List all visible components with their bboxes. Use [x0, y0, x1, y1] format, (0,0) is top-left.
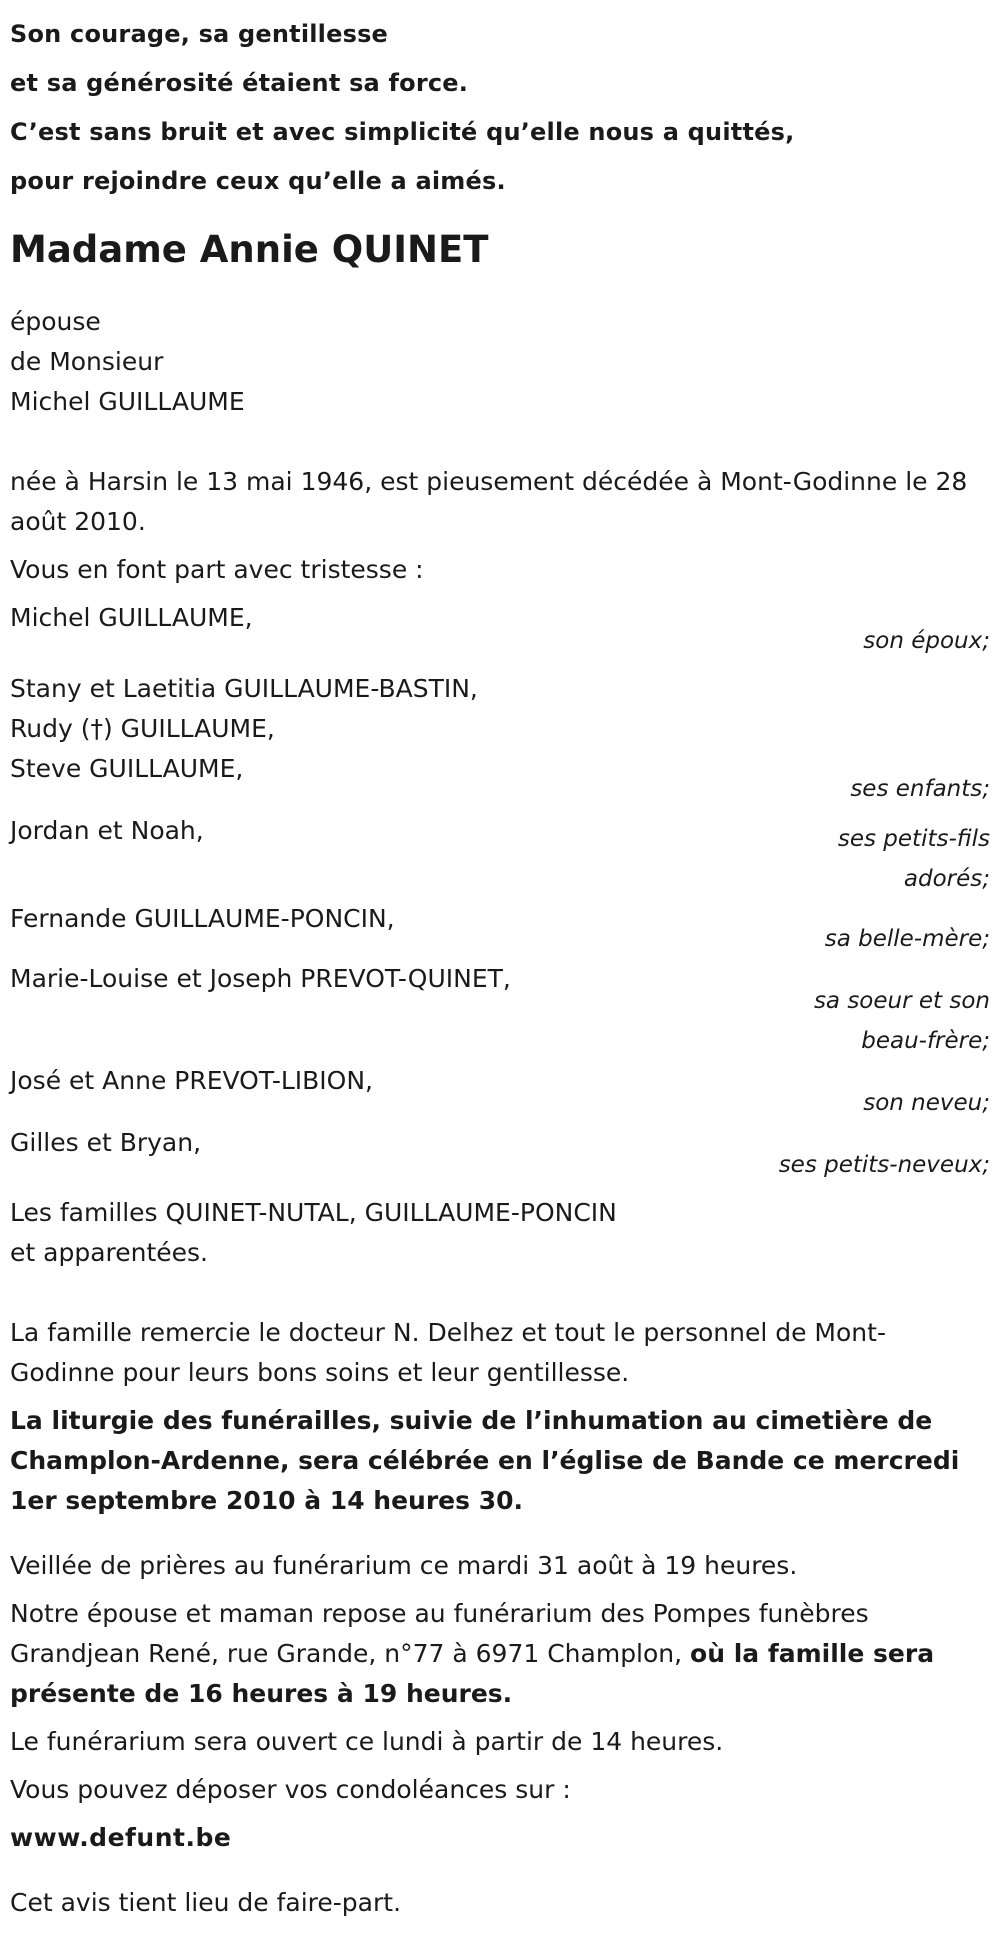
- condolences-text: Vous pouvez déposer vos condoléances sur :: [10, 1775, 571, 1804]
- family-entry: [10, 598, 990, 661]
- family-entry: [10, 959, 990, 1061]
- family-relation: ses petits-fils adorés;: [837, 826, 990, 892]
- families-block: [10, 1193, 990, 1273]
- family-entry: [10, 1061, 990, 1123]
- spouse-line: épouse: [10, 307, 101, 336]
- family-name: Fernande GUILLAUME-PONCIN,: [10, 904, 395, 933]
- website-link[interactable]: www.defunt.be: [10, 1823, 232, 1852]
- family-name: Stany et Laetitia GUILLAUME-BASTIN,: [10, 674, 478, 703]
- resting-text: [10, 1594, 990, 1714]
- thanks-text: La famille remercie le docteur N. Delhez et tout le personnel de Mont-Godinne pour leurs bons soins et leur gentillesse.: [10, 1318, 886, 1387]
- liturgy-text: La liturgie des funérailles, suivie de l’inhumation au cimetière de Champlon-Ardenne, sera célébrée en l’église de Bande ce mercredi 1er septembre 2010 à 14 heures 30.: [10, 1406, 960, 1515]
- birth-death-text: née à Harsin le 13 mai 1946, est pieusement décédée à Mont-Godinne le 28 août 2010.: [10, 467, 968, 536]
- family-relation: ses petits-neveux;: [778, 1152, 990, 1178]
- vigil-text: Veillée de prières au funérarium ce mardi 31 août à 19 heures.: [10, 1551, 798, 1580]
- spouse-line: Michel GUILLAUME: [10, 387, 245, 416]
- family-name: Gilles et Bryan,: [10, 1128, 202, 1157]
- family-name: Michel GUILLAUME,: [10, 603, 253, 632]
- epitaph-line: pour rejoindre ceux qu’elle a aimés.: [10, 167, 506, 195]
- family-name: Rudy (†) GUILLAUME,: [10, 714, 275, 743]
- family-name: Steve GUILLAUME,: [10, 754, 244, 783]
- family-entry: [10, 1123, 990, 1185]
- family-relation: son neveu;: [863, 1090, 990, 1116]
- families-line: Les familles QUINET-NUTAL, GUILLAUME-PONCIN: [10, 1198, 617, 1227]
- spouse-line: de Monsieur: [10, 347, 164, 376]
- opening-text: Le funérarium sera ouvert ce lundi à partir de 14 heures.: [10, 1727, 724, 1756]
- family-relation: son époux;: [863, 628, 990, 654]
- deceased-name: Madame Annie QUINET: [10, 228, 489, 271]
- family-relation: sa soeur et son beau-frère;: [813, 988, 990, 1054]
- family-name: Marie-Louise et Joseph PREVOT-QUINET,: [10, 964, 511, 993]
- resting-bold: où la famille sera présente de 16 heures à 19 heures.: [10, 1639, 935, 1708]
- family-entry: [10, 899, 990, 959]
- families-line: et apparentées.: [10, 1238, 208, 1267]
- family-entry: [10, 669, 990, 809]
- family-relation: ses enfants;: [850, 776, 990, 802]
- epitaph: [10, 0, 990, 206]
- notice-text: Cet avis tient lieu de faire-part.: [10, 1888, 402, 1917]
- family-name: Jordan et Noah,: [10, 816, 204, 845]
- resting-plain: Notre épouse et maman repose au funérarium des Pompes funèbres Grandjean René, rue Grande, n°77 à 6971 Champlon,: [10, 1599, 869, 1668]
- family-name: José et Anne PREVOT-LIBION,: [10, 1066, 374, 1095]
- epitaph-line: C’est sans bruit et avec simplicité qu’elle nous a quittés,: [10, 118, 795, 146]
- family-relation: sa belle-mère;: [824, 926, 990, 952]
- family-entry: [10, 811, 990, 899]
- spouse-block: [10, 302, 990, 422]
- epitaph-line: et sa générosité étaient sa force.: [10, 69, 469, 97]
- epitaph-line: Son courage, sa gentillesse: [10, 20, 389, 48]
- announce-intro: Vous en font part avec tristesse :: [10, 555, 424, 584]
